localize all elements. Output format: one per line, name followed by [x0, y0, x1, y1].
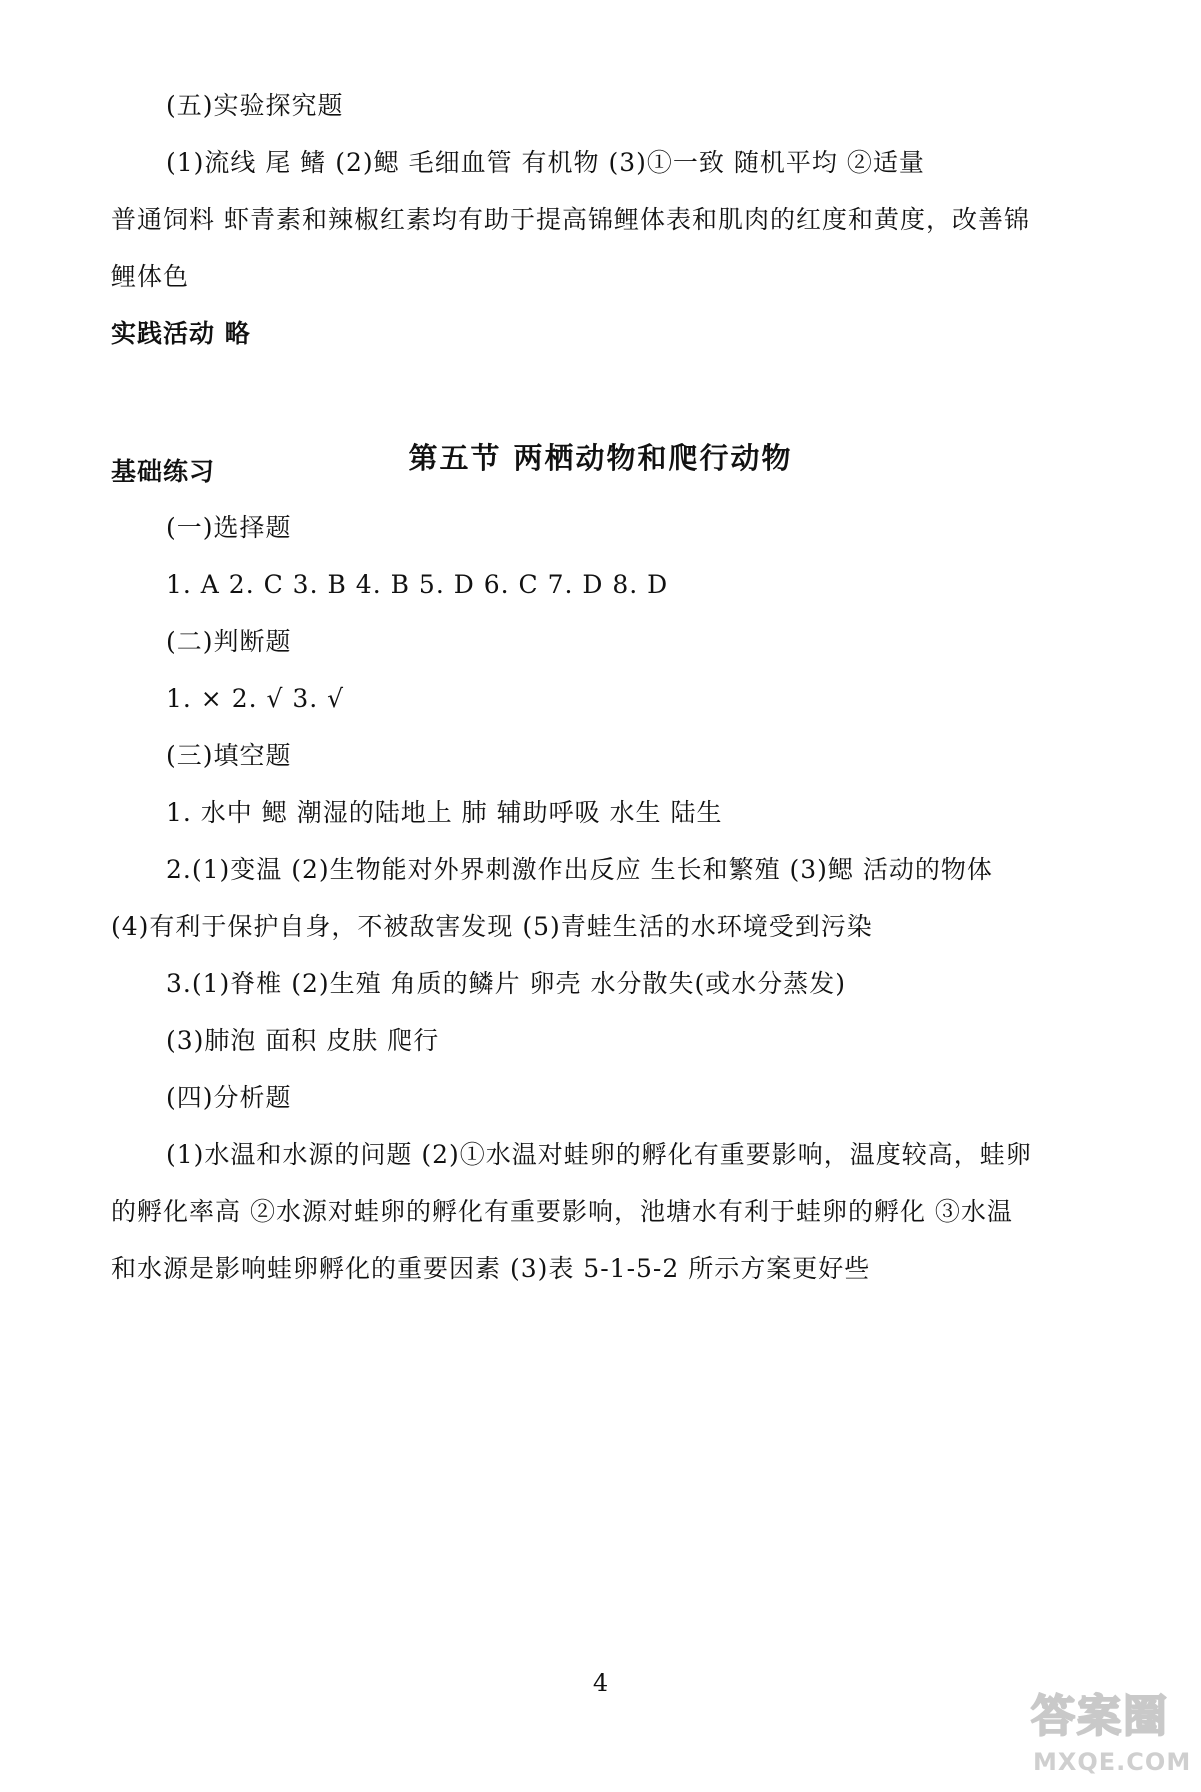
watermark-title: 答案圈	[1031, 1691, 1169, 1742]
section-title: 第五节 两栖动物和爬行动物	[408, 441, 793, 475]
answer-line: (4)有利于保护自身，不被敌害发现 (5)青蛙生活的水环境受到污染	[111, 912, 873, 941]
section-heading-judgment: (二)判断题	[166, 627, 292, 656]
answer-line: 1. A 2. C 3. B 4. B 5. D 6. C 7. D 8. D	[166, 570, 669, 599]
answer-line: 的孵化率高 ②水源对蛙卵的孵化有重要影响，池塘水有利于蛙卵的孵化 ③水温	[111, 1197, 1013, 1226]
answer-line: (1)流线 尾 鳍 (2)鳃 毛细血管 有机物 (3)①一致 随机平均 ②适量	[166, 148, 925, 177]
answer-line: 普通饲料 虾青素和辣椒红素均有助于提高锦鲤体表和肌肉的红度和黄度，改善锦	[111, 205, 1030, 234]
section-heading-analysis: (四)分析题	[166, 1083, 292, 1112]
answer-line: 2.(1)变温 (2)生物能对外界刺激作出反应 生长和繁殖 (3)鳃 活动的物体	[166, 855, 993, 884]
answer-line: 1. × 2. √ 3. √	[166, 684, 345, 713]
answer-line: (1)水温和水源的问题 (2)①水温对蛙卵的孵化有重要影响，温度较高，蛙卵	[166, 1140, 1032, 1169]
watermark-logo	[1023, 1676, 1192, 1784]
basic-practice-heading: 基础练习	[111, 457, 216, 486]
answer-line: 3.(1)脊椎 (2)生殖 角质的鳞片 卵壳 水分散失(或水分蒸发)	[166, 969, 846, 998]
answer-line: 鲤体色	[111, 262, 190, 291]
answer-line: 和水源是影响蛙卵孵化的重要因素 (3)表 5-1-5-2 所示方案更好些	[111, 1254, 871, 1283]
section-heading-experiment: (五)实验探究题	[166, 91, 344, 120]
page-number: 4	[592, 1669, 609, 1697]
practice-activity-heading: 实践活动 略	[111, 319, 251, 348]
section-heading-fill: (三)填空题	[166, 741, 292, 770]
answer-line: (3)肺泡 面积 皮肤 爬行	[166, 1026, 440, 1055]
section-heading-choice: (一)选择题	[166, 513, 292, 542]
answer-line: 1. 水中 鳃 潮湿的陆地上 肺 辅助呼吸 水生 陆生	[166, 798, 723, 827]
watermark-url: MXQE.COM	[1033, 1748, 1192, 1776]
